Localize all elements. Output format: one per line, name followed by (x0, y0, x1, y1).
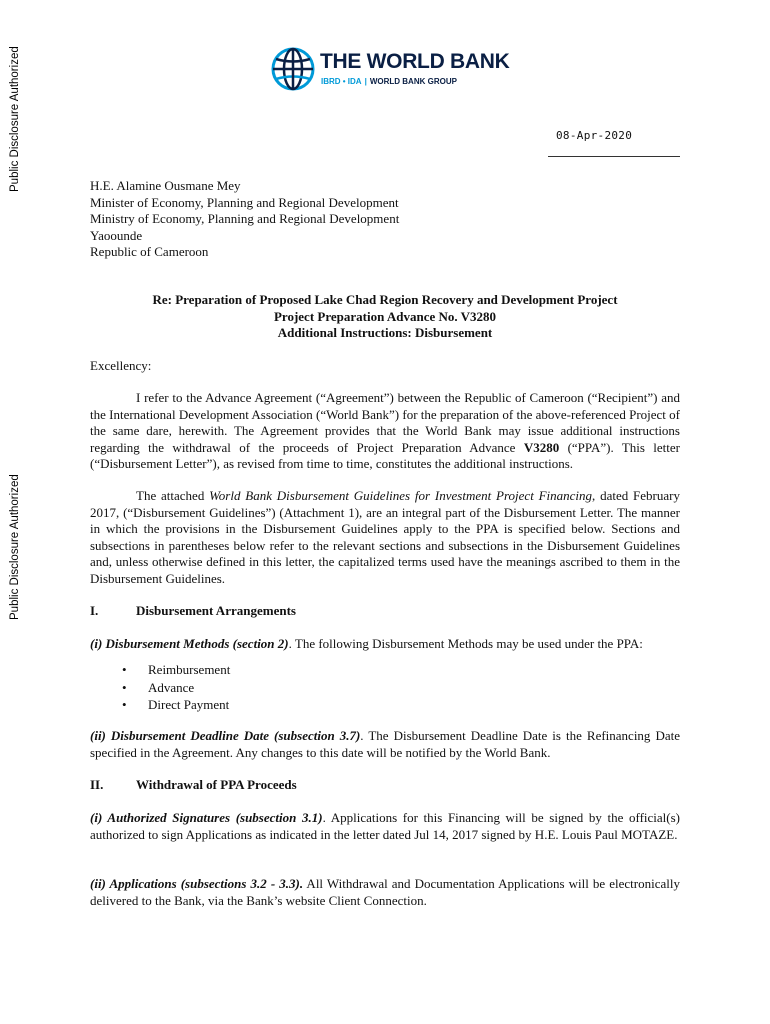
applications-text: All Withdrawal and Documentation Applications will be electronically delivered to the Bank, via the Bank’s website Client Connection. (90, 876, 681, 908)
bullet-icon: • (122, 697, 127, 712)
deadline-heading: (ii) Disbursement Deadline Date (subsection 3.7) (90, 728, 361, 743)
paragraph-intro (90, 390, 680, 473)
paragraph-signatures (90, 810, 680, 843)
para1-text-end: (“PPA”). This letter (“Disbursement Letter”), as revised from time to time, constitutes the additional instructions. (90, 439, 681, 472)
section-2-title: Withdrawal of PPA Proceeds (136, 777, 297, 792)
date-underline (548, 156, 680, 157)
subject-line: Re: Preparation of Proposed Lake Chad Region Recovery and Development Project (152, 292, 618, 307)
para2-text-end: , dated February 2017, (“Disbursement Guidelines”) (Attachment 1), are an integral part of the Disbursement Letter. The manner in which the provisions in the Disbursement Guidelines apply to the PPA is specified below. Sections and subsections in parentheses below refer to the relevant sections and subsections in the Disbursement Guidelines and, unless otherwise defined in this letter, the capitalized terms used have the meanings ascribed to them in the Disbursement Guidelines. (90, 488, 680, 586)
list-item-label: Reimbursement (148, 662, 231, 677)
globe-icon (270, 44, 316, 94)
list-item (122, 679, 230, 697)
ppa-number: V3280 (523, 439, 560, 455)
list-item-label: Advance (148, 679, 195, 695)
list-item (122, 696, 230, 714)
signatures-heading: (i) Authorized Signatures (subsection 3.1) (90, 810, 323, 825)
logo-ibrd-ida: IBRD • IDA (321, 77, 362, 86)
disclosure-label-middle: Public Disclosure Authorized (9, 474, 21, 620)
paragraph-guidelines (90, 488, 680, 588)
paragraph-applications (90, 876, 680, 909)
list-item (122, 661, 230, 679)
address-line: Minister of Economy, Planning and Regional Development (90, 194, 399, 210)
logo-separator: | (364, 77, 367, 86)
logo-subtitle (321, 77, 457, 86)
bullet-icon: • (122, 662, 127, 677)
signatures-text: . Applications for this Financing will be signed by the official(s) authorized to sign Applications as indicated in the letter dated Jul 14, 2017 signed by H.E. Louis Paul MOTAZE. (90, 810, 680, 842)
applications-heading: (ii) Applications (subsections 3.2 - 3.3). (90, 876, 304, 891)
address-line: Republic of Cameroon (90, 244, 209, 260)
para1-text: I refer to the Advance Agreement (“Agreement”) between the Republic of Cameroon (“Recipient”) and the International Development Association (“World Bank”) for the preparation of the above-referenced Project of the same dare, herewith. The Agreement provides that the World Bank may issue additional instructions regarding the withdrawal of the proceeds of Project Preparation Advance (90, 390, 680, 455)
letter-date: 08-Apr-2020 (556, 129, 633, 142)
methods-text: . The following Disbursement Methods may be used under the PPA: (288, 636, 643, 651)
disclosure-label-top: Public Disclosure Authorized (9, 46, 21, 192)
logo-group: WORLD BANK GROUP (369, 77, 457, 86)
logo-title: THE WORLD BANK (320, 50, 510, 73)
subject-line: Project Preparation Advance No. V3280 (273, 308, 497, 324)
methods-list (122, 661, 230, 714)
address-line: Ministry of Economy, Planning and Regional Development (90, 211, 400, 227)
world-bank-logo (270, 44, 510, 96)
address-line: H.E. Alamine Ousmane Mey (90, 178, 241, 193)
guidelines-title: World Bank Disbursement Guidelines for Investment Project Financing (209, 488, 593, 503)
list-item-label: Direct Payment (148, 697, 230, 712)
subject-heading (90, 292, 680, 342)
deadline-text: . The Disbursement Deadline Date is the Refinancing Date specified in the Agreement. Any changes to this date will be notified by the World Bank. (90, 728, 680, 760)
para2-text: The attached (136, 488, 210, 503)
section-1-title: Disbursement Arrangements (136, 603, 296, 618)
section-2-number: II. (90, 777, 104, 792)
bullet-icon: • (122, 679, 127, 695)
subject-line: Additional Instructions: Disbursement (277, 325, 493, 341)
paragraph-deadline-date (90, 728, 680, 761)
paragraph-disbursement-methods (90, 636, 680, 653)
salutation: Excellency: (90, 358, 152, 373)
address-line: Yaoounde (90, 227, 143, 243)
recipient-address (90, 178, 399, 261)
methods-heading: (i) Disbursement Methods (section 2) (90, 636, 289, 651)
section-1-number: I. (90, 603, 99, 618)
